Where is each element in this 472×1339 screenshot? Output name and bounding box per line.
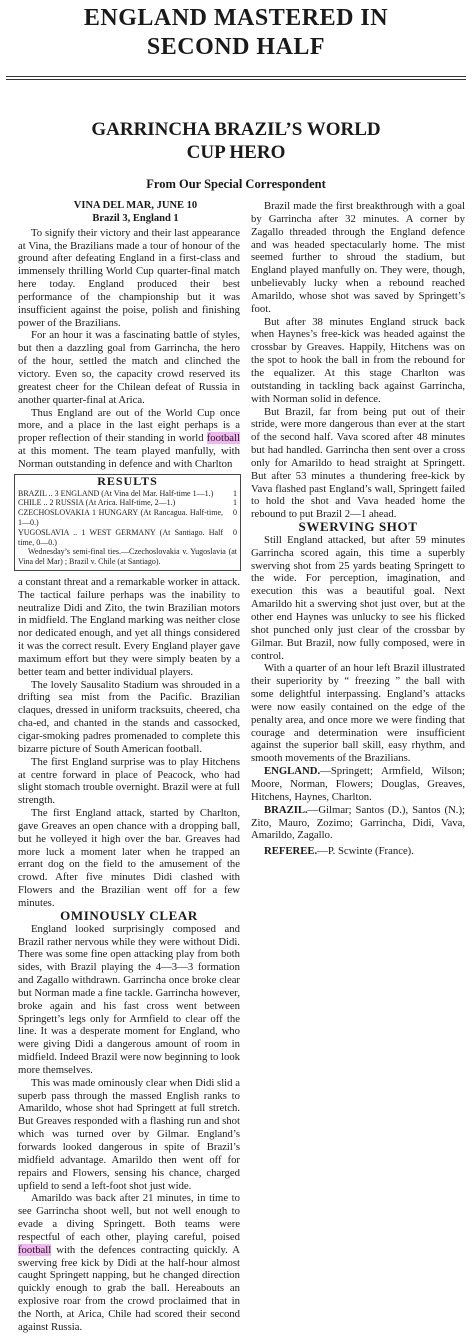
result-teams: BRAZIL .. 3 ENGLAND (At Vina del Mar. Half-time 1—1.)	[18, 488, 214, 498]
team-players: —Springett; Armfield, Wilson; Moore, Norman, Flowers; Douglas, Greaves, Hitchens, Haynes, Charlton.	[251, 765, 465, 803]
result-teams: CHILE .. 2 RUSSIA (At Arica. Half-time, 2—1.)	[18, 498, 176, 508]
article-column-left	[18, 200, 240, 1334]
headline	[0, 4, 472, 62]
paragraph: This was made ominously clear when Didi slid a superb pass through the massed English ranks to Amarildo, whose shot had Springett at full stretch. But Greaves responded with a flashing run and shot which was turned over by Gilmar. England’s forwards looked dangerous in spite of Brazil’s midfield advantage. Amarildo then went off for repairs and Flowers, sensing his chance, charged upfield to send a left-foot shot just wide.	[18, 1076, 240, 1192]
results-title: RESULTS	[97, 473, 158, 488]
paragraph: The lovely Sausalito Stadium was shrouded in a drifting sea mist from the Pacific. Brazilian claques, dressed in uniform tracksuits, cheered, cha cha-ed, and chanted in the stands and cassocked, cigar-smoking padres promenaded to complete this bizarre picture of South American football.	[18, 678, 240, 755]
referee-name: —P. Scwinte (France).	[317, 845, 414, 858]
paragraph: To signify their victory and their last appearance at Vina, the Brazilians made a tour of honour of the ground after defeating England in a first-class and immensely thrilling World Cup quarter-final match here today. England produced their best performance of the championship but it was insufficient against the poise, polish and finishing power of the Brazilians.	[18, 226, 240, 329]
article-column-right	[251, 200, 465, 858]
result-row	[18, 498, 237, 508]
section-subheading: SWERVING SHOT	[298, 519, 418, 535]
result-row	[18, 528, 237, 548]
paragraph: The first England attack, started by Charlton, gave Greaves an open chance with a dropping ball, but he volleyed it high over the bar. Greaves had more luck a moment later when he trapped an errant dog on the field to the amusement of the crowd. After five minutes Didi clashed with Flowers and the Brazilian went off for a few minutes.	[18, 807, 240, 909]
dateline: VINA DEL MAR, JUNE 10	[73, 200, 198, 211]
result-row	[18, 489, 237, 499]
paragraph	[18, 1192, 240, 1333]
team-label: ENGLAND.	[264, 765, 321, 778]
text-run: at this moment. The team played manfully, with Norman outstanding in defence and with Charlton	[18, 445, 240, 470]
headline-line-2: SECOND HALF	[146, 34, 326, 60]
search-highlight: football	[206, 432, 240, 445]
result-score: 1	[233, 498, 237, 508]
result-score: 0	[233, 508, 237, 518]
paragraph: With a quarter of an hour left Brazil illustrated their superiority by “ freezing ” the ball with some delightful interpassing. England’s attacks were now easily contained on the edge of the penalty area, and once more we were finding that courage and determination were insufficient against the superior ball skill, easy rhythm, and smooth movements of the Brazilians.	[251, 662, 465, 765]
result-teams: CZECHOSLOVAKIA 1 HUNGARY (At Rancagua. Half-time, 1—0.)	[18, 508, 223, 527]
paragraph: But Brazil, far from being put out of their stride, were more dangerous than ever at the start of the second half. Vava scored after 48 minutes but had handled. Garrincha then sent over a cross only for Amarildo to head straight at Springett. But after 53 minutes a thundering free-kick by Vava flashed past England’s wall, Springett failed to hold the shot and Vava headed home the rebound to put Brazil 2—1 ahead.	[251, 405, 465, 521]
headline-line-1: ENGLAND MASTERED IN	[83, 5, 389, 31]
text-run: with the defences contracting quickly. A swerving free kick by Didi at the half-hour almost caught Springett napping, but he changed direction quickly enough to grab the ball. Hereabouts an explosive roar from the crowd proclaimed that in the North, at Arica, Chile had scored their second against Russia.	[18, 1243, 240, 1333]
section-subheading: OMINOUSLY CLEAR	[60, 907, 198, 923]
referee-line	[251, 845, 465, 858]
text-run: Amarildo was back after 21 minutes, in time to see Garrincha shoot well, but not well enough to evade a diving Springett. Both teams were respectful of each other, playing careful, poised	[18, 1192, 240, 1243]
team-label: BRAZIL.	[264, 803, 308, 816]
text-run: Thus England are out of the World Cup once more, and a place in the last eight perhaps is a proper reflection of their standing in world	[18, 406, 240, 445]
paragraph	[18, 407, 240, 471]
paragraph: Still England attacked, but after 59 minutes Garrincha scored again, this time a superbly swerving shot from 25 yards beating Springett to the wide. For perception, imagination, and execution this was a beautiful goal. Next Amarildo hit a swerving shot just over, but at the other end Haynes was unlucky to see his flicked shot punched only just clear of the crossbar by Gilmar. But Brazil, now fully composed, were in control.	[251, 533, 465, 662]
subheadline-line-2: CUP HERO	[186, 142, 286, 163]
paragraph: For an hour it was a fascinating battle of styles, but then a dazzling goal from Garrincha, the hero of the hour, settled the match and clinched the victory. Even so, the capacity crowd reserved its greatest cheer for the Chilean defeat of Russia in another quarter-final at Arica.	[18, 329, 240, 406]
subheadline	[0, 118, 472, 164]
headline-rule-top	[6, 76, 466, 77]
results-box	[14, 474, 241, 571]
results-note: Wednesday’s semi-final ties.—Czechoslovakia v. Yugoslavia (at Vina del Mar) ; Brazil v. Chile (at Santiago).	[18, 547, 237, 567]
paragraph: a constant threat and a remarkable worker in attack. The tactical failure perhaps was the inability to neutralize Didi and Zito, the twin Brazilian motors in midfield. The England marking was neither close nor dedicated enough, and yet all things considered it was the correct result. Every England player gave maximum effort but they were simply beaten by a better team and better individual players.	[18, 575, 240, 678]
england-lineup	[251, 765, 465, 804]
search-highlight: football	[18, 1243, 52, 1256]
brazil-lineup	[251, 804, 465, 843]
referee-label: REFEREE.	[264, 845, 318, 858]
paragraph: The first England surprise was to play Hitchens at centre forward in place of Peacock, who had slight stomach trouble overnight. Brazil were at full strength.	[18, 755, 240, 807]
result-row	[18, 508, 237, 528]
byline: From Our Special Correspondent	[146, 177, 326, 191]
headline-rule-bottom	[6, 79, 466, 80]
result-score: 0	[233, 527, 237, 537]
paragraph: England looked surprisingly composed and Brazil rather nervous while they were without Didi. There was some fine open attacking play from both sides, with Brazil playing the 4—3—3 formation and Zagallo withdrawn. Garrincha once broke clear but Norman made a fine tackle. Garrincha however, broke again and his fast cross went between Springett’s legs only for Armfield to clear off the line. It was a desperate moment for England, who were giving Didi a dangerous amount of room in midfield. Indeed Brazil were now beginning to look more themselves.	[18, 922, 241, 1076]
subheadline-line-1: GARRINCHA BRAZIL’S WORLD	[91, 119, 381, 140]
score-line: Brazil 3, England 1	[92, 212, 179, 224]
result-teams: YUGOSLAVIA .. 1 WEST GERMANY (At Santiago. Half time, 0—0.)	[18, 527, 223, 547]
result-score: 1	[233, 488, 237, 498]
paragraph: But after 38 minutes England struck back when Haynes’s free-kick was headed against the crossbar by Greaves. Happily, Hitchens was on the spot to hook the ball in from the rebound for the equalizer. At this stage Charlton was outstanding in tackling back against Garrincha, with Norman solid in defence.	[251, 315, 465, 405]
paragraph: Brazil made the first breakthrough with a goal by Garrincha after 32 minutes. A corner by Zagallo threaded through the England defence and was headed spectacularly home. The mist seemed further to shroud the stadium, but England played manfully on. They were, though, unbelievably lucky when a rebound reached Amarildo, whose shot was saved by Springett’s foot.	[251, 200, 465, 315]
team-players: —Gilmar; Santos (D.), Santos (N.); Zito, Mauro, Zozimo; Garrincha, Didi, Vava, Amarildo, Zagallo.	[251, 803, 465, 842]
